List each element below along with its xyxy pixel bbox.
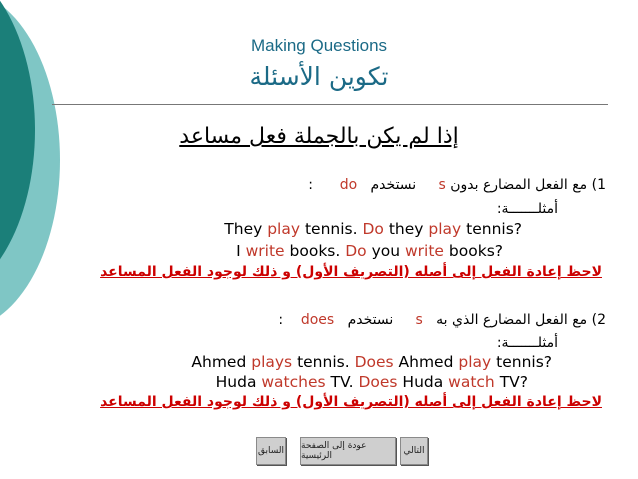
ex-text: TV. xyxy=(325,373,359,391)
ex-verb: watches xyxy=(261,373,326,391)
case1-example-1 xyxy=(224,220,522,238)
ex-text: Ahmed xyxy=(393,353,459,371)
ex-verb: watch xyxy=(448,373,495,391)
ex-text: They xyxy=(224,220,268,238)
case1-rule-colon: : xyxy=(308,177,313,193)
case2-example-1 xyxy=(191,353,552,371)
ex-verb: write xyxy=(405,242,444,260)
previous-label: السابق xyxy=(257,446,285,456)
ex-text: Huda xyxy=(215,373,262,391)
next-label: التالي xyxy=(403,446,425,456)
next-button[interactable] xyxy=(400,437,428,465)
case2-example-2 xyxy=(216,373,528,391)
ex-text: I xyxy=(236,242,246,260)
section-heading: إذا لم يكن بالجملة فعل مساعد xyxy=(179,124,459,149)
home-label: عودة إلى الصفحة الرئيسية xyxy=(301,441,367,461)
ex-text: books? xyxy=(443,242,503,260)
case2-examples-label: أمثلـــــــة: xyxy=(496,335,558,351)
case1-rule-s: s xyxy=(438,177,446,193)
title-english: Making Questions xyxy=(250,36,388,55)
case1-rule-text: مع الفعل المضارع بدون xyxy=(450,177,588,193)
ex-text: TV? xyxy=(494,373,528,391)
title-divider xyxy=(52,104,608,105)
ex-text: Huda xyxy=(397,373,449,391)
ex-verb: plays xyxy=(251,353,293,371)
case1-examples-label: أمثلـــــــة: xyxy=(496,201,558,217)
ex-text: tennis? xyxy=(461,220,522,238)
ex-auxiliary: Do xyxy=(362,220,384,238)
ex-verb: play xyxy=(267,220,301,238)
case2-rule-colon: : xyxy=(278,312,284,328)
case2-rule xyxy=(278,312,606,328)
ex-text: tennis? xyxy=(491,353,552,371)
ex-auxiliary: Does xyxy=(358,373,398,391)
ex-verb: play xyxy=(428,220,462,238)
title-arabic: تكوين الأسئلة xyxy=(249,62,389,91)
home-button[interactable] xyxy=(300,437,396,465)
case1-rule-use: نستخدم xyxy=(370,177,417,193)
ex-text: books. xyxy=(284,242,346,260)
case2-note: لاحظ إعادة الفعل إلى أصله (التصريف الأول) و ذلك لوجود الفعل المساعد xyxy=(100,394,602,410)
case2-rule-use: نستخدم xyxy=(347,312,394,328)
ex-text: you xyxy=(366,242,405,260)
case1-rule-number: 1) xyxy=(591,177,606,193)
case1-example-2 xyxy=(236,242,503,260)
case1-note: لاحظ إعادة الفعل إلى أصله (التصريف الأول) و ذلك لوجود الفعل المساعد xyxy=(100,264,602,280)
case2-rule-does: does xyxy=(300,312,335,328)
ex-verb: play xyxy=(458,353,492,371)
case1-rule-do: do xyxy=(339,177,358,193)
ex-text: tennis. xyxy=(300,220,363,238)
ex-text: Ahmed xyxy=(191,353,252,371)
case2-rule-number: 2) xyxy=(591,312,606,328)
ex-text: they xyxy=(383,220,429,238)
previous-button[interactable] xyxy=(256,437,286,465)
case2-rule-s: s xyxy=(415,312,423,328)
case1-rule xyxy=(308,177,606,193)
ex-verb: write xyxy=(245,242,285,260)
ex-auxiliary: Does xyxy=(354,353,394,371)
ex-text: tennis. xyxy=(292,353,355,371)
ex-auxiliary: Do xyxy=(345,242,367,260)
case2-rule-text: مع الفعل المضارع الذي به xyxy=(436,312,588,328)
